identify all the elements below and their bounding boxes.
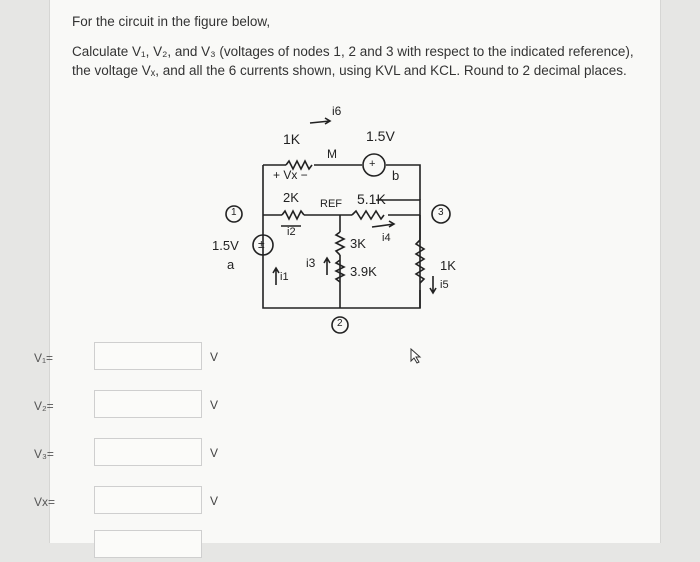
label-node-1: 1	[231, 207, 237, 218]
label-i3: i3	[306, 256, 316, 270]
next-answer-input[interactable]	[94, 530, 202, 558]
resistor-2k	[282, 211, 304, 219]
label-r-1k-right: 1K	[440, 258, 456, 273]
unit-vx: V	[210, 494, 219, 508]
answer-label-vx: Vx=	[34, 495, 56, 509]
label-i4: i4	[382, 232, 391, 244]
label-r-right: 5.1K	[357, 191, 386, 207]
question-instructions: Calculate V₁, V₂, and V₃ (voltages of nodes 1, 2 and 3 with respect to the indicated reference), the voltage Vₓ, and all the 6 currents shown, using KVL and KCL. Round to 2 decimal places.	[72, 44, 634, 78]
label-node-3: 3	[438, 207, 444, 218]
v1-input[interactable]	[94, 342, 202, 370]
label-r-39k: 3.9K	[350, 264, 377, 279]
answer-label-v3: V₃=	[34, 447, 54, 461]
label-r-mid: 2K	[283, 190, 299, 205]
label-node-a: a	[227, 257, 235, 272]
v3-input[interactable]	[94, 438, 202, 466]
answer-label-v2: V₂=	[34, 399, 54, 413]
unit-v1: V	[210, 350, 219, 364]
label-source-top-sign: +	[369, 158, 376, 170]
mouse-cursor-icon	[410, 348, 422, 364]
resistor-5-1k	[352, 211, 384, 219]
answer-row-v3	[34, 438, 334, 470]
label-source-left-sign: ±	[258, 237, 265, 251]
unit-v2: V	[210, 398, 219, 412]
answer-row-vx	[34, 486, 334, 518]
label-ref: REF	[320, 198, 342, 210]
current-arrow-i1	[273, 268, 279, 285]
answer-row-v1	[34, 342, 334, 374]
resistor-1k-right	[416, 240, 424, 283]
current-arrow-i4	[372, 221, 394, 227]
current-arrow-i6	[310, 118, 330, 124]
answer-label-v1: V₁=	[34, 351, 54, 365]
current-arrow-i3	[324, 258, 330, 275]
label-i1: i1	[280, 271, 289, 283]
label-vx: + Vx −	[273, 168, 308, 182]
label-i2: i2	[287, 226, 296, 238]
resistor-3k	[336, 232, 344, 255]
current-arrow-i5	[430, 276, 436, 293]
answer-row-next	[34, 530, 334, 562]
label-source-left: 1.5V	[212, 238, 239, 253]
label-node-m: M	[327, 147, 337, 161]
answer-row-v2	[34, 390, 334, 422]
label-node-b: b	[392, 168, 400, 183]
label-source-top: 1.5V	[366, 128, 395, 144]
unit-v3: V	[210, 446, 219, 460]
vx-input[interactable]	[94, 486, 202, 514]
label-node-2: 2	[337, 318, 343, 329]
label-i6: i6	[332, 104, 342, 118]
v2-input[interactable]	[94, 390, 202, 418]
label-r-3k: 3K	[350, 236, 366, 251]
label-i5: i5	[440, 279, 449, 291]
question-intro: For the circuit in the figure below,	[72, 14, 271, 29]
label-r-top: 1K	[283, 131, 301, 147]
